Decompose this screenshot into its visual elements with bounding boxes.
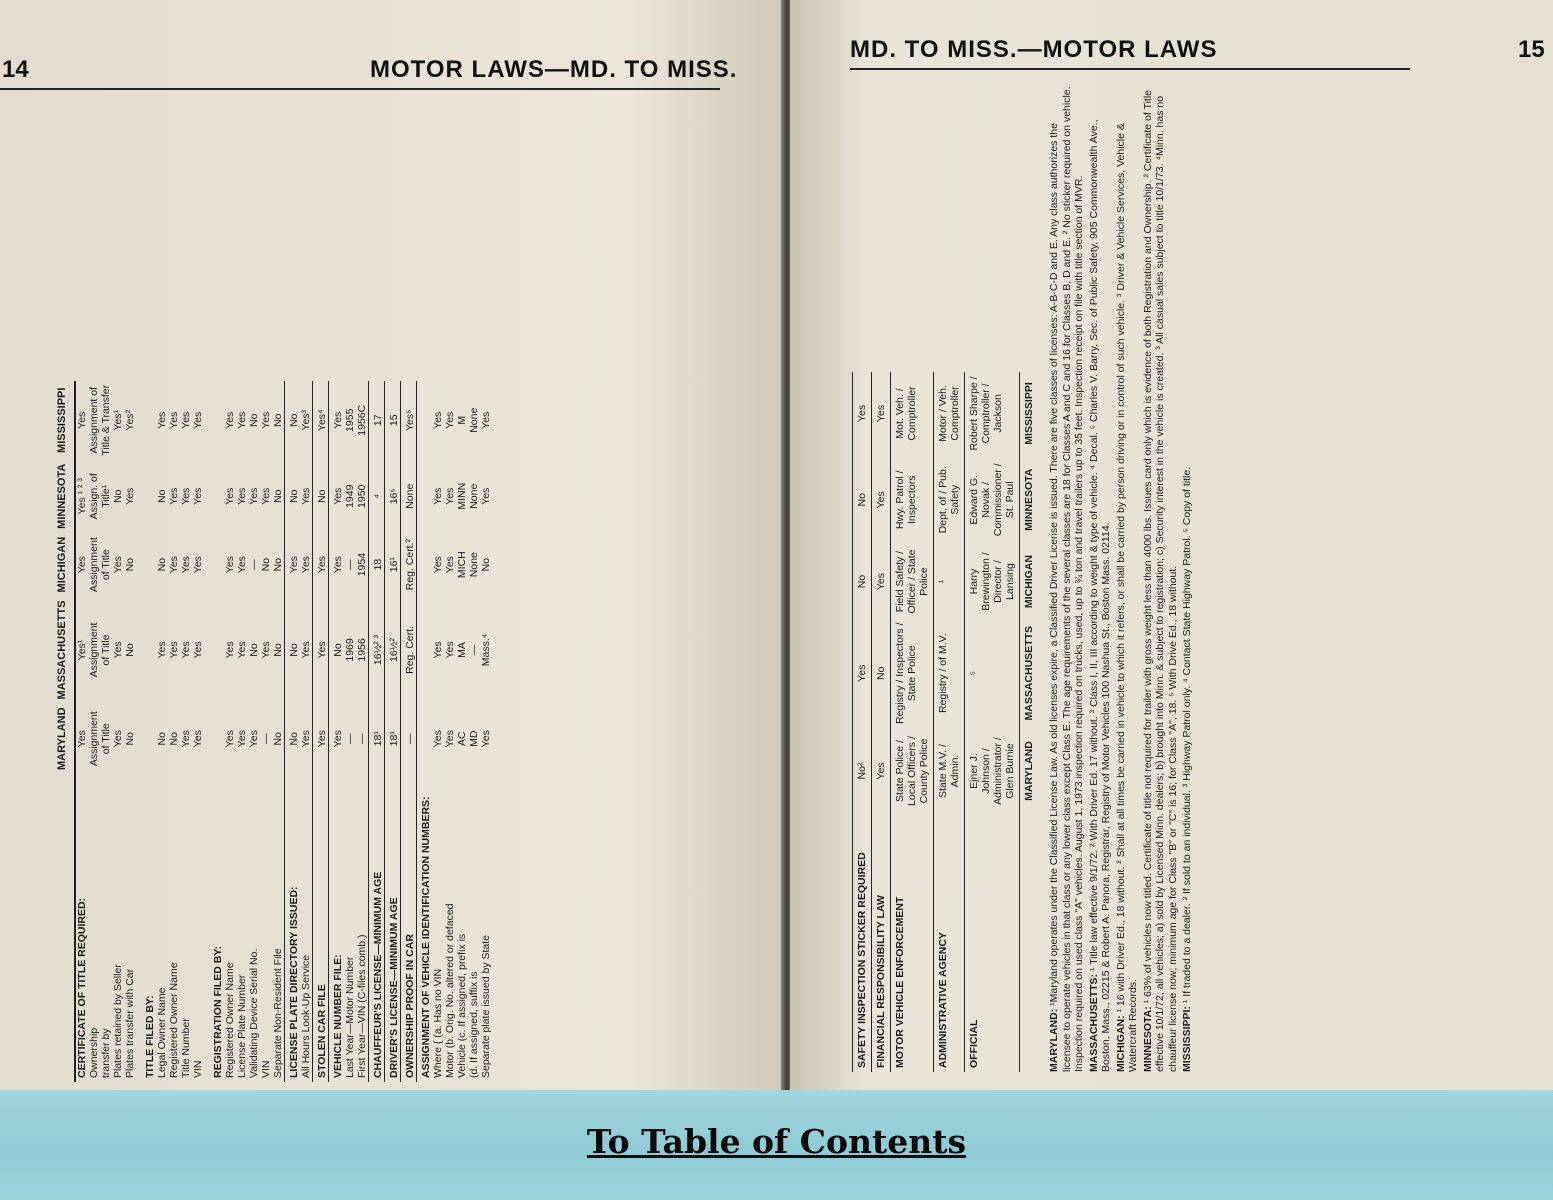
- table-cell: —: [344, 559, 356, 570]
- table-cell: No: [124, 732, 136, 746]
- table-row: [260, 381, 272, 1082]
- row-label: VIN: [260, 1060, 272, 1078]
- table-row: [872, 372, 891, 1072]
- table-cell: 1956: [356, 638, 368, 662]
- table-cell: None: [401, 460, 417, 533]
- table-cell: Yes: [192, 411, 204, 429]
- table-row: [456, 381, 468, 1082]
- table-row: [88, 381, 100, 1082]
- table-cell: Yes: [300, 487, 312, 505]
- table-cell: —: [248, 559, 260, 570]
- table-cell: 1955: [344, 408, 356, 432]
- table-cell: Yes: [236, 411, 248, 429]
- table-cell: Yes: [432, 411, 444, 429]
- row-label: Separate plate issued by State: [480, 934, 492, 1078]
- table-row: [156, 381, 168, 1082]
- table-row: [168, 381, 180, 1082]
- table-cell: [417, 533, 433, 597]
- table-cell: 18: [369, 533, 385, 597]
- table-cell: 18¹: [369, 703, 385, 774]
- table-row: [248, 381, 260, 1082]
- row-label: Legal Owner Name: [156, 987, 168, 1078]
- row-label: Ownership: [88, 1027, 100, 1078]
- table-cell: Yes: [872, 372, 891, 455]
- table-cell: Yes: [248, 487, 260, 505]
- table-cell: Yes: [444, 730, 456, 748]
- row-label: ADMINISTRATIVE AGENCY: [934, 814, 965, 1072]
- table-cell: Yes: [313, 596, 329, 703]
- table-cell: No: [156, 557, 168, 572]
- table-cell: Yes: [168, 641, 180, 659]
- table-cell: Yes: [224, 411, 236, 429]
- table-cell: No: [248, 413, 260, 427]
- table-cell: of Title: [100, 549, 112, 581]
- table-cell: No: [248, 643, 260, 657]
- footer-state: MASSACHUSETTS: [1020, 618, 1039, 728]
- table-cell: No: [285, 703, 301, 774]
- table-cell: MA: [456, 642, 468, 658]
- table-row: [444, 381, 456, 1082]
- table-cell: Reg. Cert.²: [401, 533, 417, 597]
- table-cell: No: [272, 732, 284, 746]
- table-cell: Hwy. Patrol / Inspectors: [891, 455, 934, 545]
- table-cell: ⁴: [369, 460, 385, 533]
- table-row: [313, 381, 329, 1082]
- row-label: transfer by: [100, 1028, 112, 1078]
- footer-state: MISSISSIPPI: [1020, 372, 1039, 455]
- table-row: [356, 381, 369, 1082]
- table-cell: Title & Transfer: [100, 384, 112, 456]
- footnote-state: MINNESOTA:: [1141, 1006, 1154, 1072]
- row-label: STOLEN CAR FILE: [313, 774, 329, 1082]
- table-cell: Yes²: [124, 409, 136, 431]
- table-cell: No: [853, 455, 872, 545]
- table-cell: 15: [385, 381, 401, 460]
- footnote-text: ¹ 63% of vehicles now titled. Certificate of title not required for trailer with gross weight less than 4000 lbs. Issues card only which is evidence of both Registration and Ownership. ² Certificate of Title effective 10/1/72, all vehicles; a) sold by Licensed Minn. dealers; b) brought into Minn. & subject to registration; c) Security interest in the vehicle is created. ³ All casual sales subject to title 10/1/73. ⁴Minn. has no chauffeur license now; minimum age for Class "B" or "C" is 16; for Class "A", 18. ⁵ With Drive Ed., 18 without.: [1141, 90, 1179, 1072]
- footer-state: MICHIGAN: [1020, 545, 1039, 619]
- table-row: [144, 381, 156, 1082]
- table-cell: Yes: [236, 556, 248, 574]
- table-cell: —: [401, 703, 417, 774]
- table-cell: Yes: [236, 641, 248, 659]
- table-row: [75, 381, 88, 1082]
- table-cell: Yes: [480, 487, 492, 505]
- table-cell: No: [285, 596, 301, 703]
- row-label: VIN: [192, 1060, 204, 1078]
- table-cell: of Title: [100, 723, 112, 755]
- table-cell: [144, 381, 156, 460]
- table-cell: Assignment of: [88, 386, 100, 454]
- table-cell: Yes: [224, 556, 236, 574]
- table-cell: Dept. of / Pub. Safety: [934, 455, 965, 545]
- table-cell: [212, 703, 224, 774]
- header-rule-left: [0, 88, 720, 90]
- row-label: Registered Owner Name: [224, 962, 236, 1078]
- table-row: [236, 381, 248, 1082]
- table-cell: Yes: [300, 556, 312, 574]
- table-cell: [417, 381, 433, 460]
- table-row: [192, 381, 204, 1082]
- table-cell: No: [329, 596, 345, 703]
- table-cell: Yes: [853, 618, 872, 728]
- table-row: [100, 381, 112, 1082]
- table-footer-row: [1020, 372, 1039, 1072]
- column-header-state: MISSISSIPPI: [56, 381, 75, 460]
- table-cell: Yes: [168, 411, 180, 429]
- column-header-blank: [56, 774, 75, 1082]
- table-cell: Mot. Veh. / Comptroller: [891, 372, 934, 455]
- table-cell: [417, 703, 433, 774]
- table-cell: No²: [853, 728, 872, 814]
- footnote: [1181, 82, 1194, 1072]
- table-cell: Yes: [444, 556, 456, 574]
- table-row: [369, 381, 385, 1082]
- row-label: OFFICIAL: [965, 814, 1020, 1072]
- table-cell: No: [480, 557, 492, 572]
- table-row: [432, 381, 444, 1082]
- table-cell: Yes: [192, 556, 204, 574]
- footnote-text: ¹ Title law effective 9/1/72. ² With Driver Ed. 17 without. ³ Class I, II, III according to weight & type of vehicle. ⁴ Decal. ⁵ Charles V. Barry, Sec. of Public Safety, 905 Commonwealth Ave., Boston, Mass., 02215 & Robert A. Panora, Registrar, Registry of Motor Vehicles 100 Nashua St., Boston Mass. 02114.: [1087, 119, 1112, 1072]
- table-cell: Yes: [180, 641, 192, 659]
- row-label: FINANCIAL RESPONSIBILITY LAW: [872, 814, 891, 1072]
- footnote-state: MASSACHUSETTS:: [1087, 973, 1100, 1072]
- table-cell: Assign. of: [88, 473, 100, 520]
- footnote-text: ¹ If traded to a dealer. ² If sold to an individual. ³ Highway Patrol only. ⁴ Contact State Highway Patrol. ⁵ Copy of title.: [1181, 466, 1193, 1004]
- table-row: [124, 381, 136, 1082]
- table-cell: Yes: [260, 487, 272, 505]
- row-label: TITLE FILED BY:: [144, 995, 156, 1078]
- table-cell: No: [272, 643, 284, 657]
- table-cell: Yes: [260, 641, 272, 659]
- table-cell: State Police / Local Officers / County Police: [891, 728, 934, 814]
- table-cell: Yes: [432, 556, 444, 574]
- footnote-state: MISSISSIPPI:: [1181, 1006, 1193, 1072]
- footnote-state: MICHIGAN:: [1114, 1015, 1127, 1072]
- header-rule-right: [850, 68, 1410, 70]
- footnote-text: ¹Maryland operates under the Classified License Law. As old licenses expire, a Classified Driver License is issued. There are five classes of licenses: A-B-C-D and E. Any class authorizes the licensee to operate vehicles in that class or any lower class except Class E. The age requirements of the several classes are 18 for Classes A and C and 16 for Classes B, D and E. ² No sticker required on vehicle. Inspection required on used class "A" vehicles. August 1, 1973 inspection required on trucks, used, up to ¾ ton and travel trailers up to 35 feet. Inspection receipt on file with title section of MVR.: [1048, 86, 1085, 1072]
- table-cell: Yes: [300, 730, 312, 748]
- table-cell: Yes: [480, 411, 492, 429]
- page-number-right: 15: [1518, 36, 1545, 63]
- table-cell: MD: [468, 730, 480, 747]
- table-cell: Yes: [313, 703, 329, 774]
- table-cell: [144, 703, 156, 774]
- table-cell: MINN: [456, 482, 468, 510]
- footnote: [1048, 82, 1086, 1072]
- table-cell: Yes¹: [76, 639, 88, 661]
- table-cell: Yes: [112, 556, 124, 574]
- table-cell: No: [853, 545, 872, 619]
- table-cell: 16¹: [385, 533, 401, 597]
- table-cell: 17: [369, 381, 385, 460]
- table-cell: Yes: [224, 487, 236, 505]
- table-cell: Title¹: [100, 484, 112, 508]
- table-cell: No: [124, 557, 136, 572]
- table-cell: Yes: [180, 556, 192, 574]
- table-row: [285, 381, 301, 1082]
- table-cell: Registry / Inspectors / State Police: [891, 618, 934, 728]
- table-header-row: [56, 381, 75, 1082]
- table-cell: [212, 596, 224, 703]
- table-row: [480, 381, 492, 1082]
- table-cell: Yes: [192, 641, 204, 659]
- row-label: Title Number: [180, 1018, 192, 1078]
- table-cell: Yes: [260, 411, 272, 429]
- table-cell: No: [168, 732, 180, 746]
- table-cell: Yes: [313, 533, 329, 597]
- row-label: OWNERSHIP PROOF IN CAR: [401, 774, 417, 1082]
- column-header-state: MASSACHUSETTS: [56, 596, 75, 703]
- table-cell: Yes: [180, 411, 192, 429]
- right-page: [790, 0, 1553, 1090]
- table-cell: of Title: [100, 634, 112, 666]
- table-cell: 1969: [344, 638, 356, 662]
- table-cell: No: [313, 460, 329, 533]
- table-cell: Reg. Cert.: [401, 596, 417, 703]
- table-cell: Yes: [156, 411, 168, 429]
- table-row: [468, 381, 480, 1082]
- table-cell: Yes: [480, 730, 492, 748]
- footer-state: MINNESOTA: [1020, 455, 1039, 545]
- table-cell: 1956C: [356, 404, 368, 436]
- right-content-rotated: [852, 82, 1502, 1072]
- table-cell: 1950: [356, 484, 368, 508]
- table-cell: No: [272, 413, 284, 427]
- motor-laws-table-right: [852, 372, 1038, 1072]
- table-cell: —: [260, 733, 272, 744]
- table-cell: Yes: [156, 641, 168, 659]
- table-cell: Yes: [76, 411, 88, 429]
- table-cell: Yes³: [300, 409, 312, 431]
- table-cell: Yes: [329, 460, 345, 533]
- row-label: Validating Device Serial No.: [248, 948, 260, 1078]
- table-cell: Yes: [285, 533, 301, 597]
- page-header-right: MD. TO MISS.—MOTOR LAWS: [850, 36, 1218, 63]
- table-cell: Edward G. Novak / Commissioner / St. Paul: [965, 455, 1020, 545]
- spacer-row: [204, 381, 212, 1082]
- table-cell: Yes: [329, 381, 345, 460]
- table-cell: No: [156, 489, 168, 503]
- table-cell: Yes: [168, 487, 180, 505]
- footnote-text: ¹ 16 with Driver Ed., 18 without. ² Shall at all times be carried in vehicle to which it refers, or shall be carried by person driving or in control of such vehicle. ³ Driver & Vehicle Services, Vehicle & Watercraft Records.: [1114, 123, 1139, 1072]
- table-cell: No: [872, 618, 891, 728]
- table-cell: Yes: [872, 545, 891, 619]
- motor-laws-table-left: [56, 381, 492, 1082]
- row-label: LICENSE PLATE DIRECTORY ISSUED:: [285, 774, 301, 1082]
- table-cell: Yes: [329, 533, 345, 597]
- footer-blank: [1020, 814, 1039, 1072]
- table-cell: None: [468, 483, 480, 509]
- table-cell: Yes: [76, 730, 88, 748]
- row-label: Plates retained by Seller: [112, 964, 124, 1078]
- row-label: REGISTRATION FILED BY:: [212, 945, 224, 1078]
- table-cell: AC: [456, 731, 468, 747]
- table-cell: Registry / of M.V.: [934, 618, 965, 728]
- row-label: VEHICLE NUMBER FILE:: [329, 774, 345, 1082]
- table-cell: MICH: [456, 551, 468, 579]
- table-cell: Yes⁴: [313, 381, 329, 460]
- table-cell: Yes: [224, 730, 236, 748]
- table-cell: Yes: [236, 730, 248, 748]
- footnotes: [1048, 82, 1194, 1072]
- table-row: [417, 381, 433, 1082]
- footer-state: MARYLAND: [1020, 728, 1039, 814]
- table-cell: Motor / Veh. Comptroller: [934, 372, 965, 455]
- table-cell: No: [156, 732, 168, 746]
- table-row: [212, 381, 224, 1082]
- table-cell: Yes: [124, 487, 136, 505]
- row-label: Vehicle (c. If assigned, prefix is: [456, 933, 468, 1078]
- table-cell: No: [272, 489, 284, 503]
- footnote: [1115, 82, 1140, 1072]
- row-label: Separate Non-Resident File: [272, 948, 284, 1078]
- page-header-left: MOTOR LAWS—MD. TO MISS.: [370, 56, 738, 83]
- table-cell: Yes: [444, 641, 456, 659]
- table-cell: [417, 596, 433, 703]
- table-cell: Yes: [248, 730, 260, 748]
- table-row: [965, 372, 1020, 1072]
- table-row: [344, 381, 356, 1082]
- table-cell: Yes: [432, 487, 444, 505]
- table-row: [385, 381, 401, 1082]
- page-number-left: 14: [2, 56, 29, 83]
- table-cell: —: [344, 733, 356, 744]
- table-cell: —: [468, 644, 480, 656]
- spacer-row: [136, 381, 144, 1082]
- table-cell: Harry Brewington / Director / Lansing: [965, 545, 1020, 619]
- table-row: [112, 381, 124, 1082]
- table-cell: 16½²: [385, 596, 401, 703]
- table-cell: 16⁵: [385, 460, 401, 533]
- left-page: [0, 0, 785, 1090]
- table-cell: Yes: [192, 487, 204, 505]
- table-row: [891, 372, 934, 1072]
- table-cell: ⁵: [965, 618, 1020, 728]
- table-of-contents-link[interactable]: To Table of Contents: [586, 1122, 967, 1161]
- row-label: ASSIGNMENT OF VEHICLE IDENTIFICATION NUMBERS:: [417, 774, 433, 1082]
- table-cell: Yes: [872, 455, 891, 545]
- row-label: SAFETY INSPECTION STICKER REQUIRED: [853, 814, 872, 1072]
- table-cell: Yes: [180, 487, 192, 505]
- table-cell: Yes: [168, 556, 180, 574]
- table-cell: Assignment: [88, 711, 100, 767]
- left-table-rotated: [56, 92, 736, 1082]
- column-header-state: MINNESOTA: [56, 460, 75, 533]
- table-cell: No: [285, 460, 301, 533]
- table-cell: [144, 460, 156, 533]
- row-label: Plates transfer with Car: [124, 968, 136, 1078]
- table-cell: [212, 533, 224, 597]
- footnote: [1088, 82, 1113, 1072]
- table-cell: No: [112, 489, 124, 503]
- table-cell: ¹: [934, 545, 965, 619]
- row-label: CHAUFFEUR'S LICENSE—MINIMUM AGE: [369, 774, 385, 1082]
- table-cell: Yes: [180, 730, 192, 748]
- table-row: [401, 381, 417, 1082]
- table-row: [300, 381, 313, 1082]
- row-label: Where { (a. Has no VIN: [432, 968, 444, 1078]
- table-cell: Field Safety / Officer / State Police: [891, 545, 934, 619]
- table-cell: 1949: [344, 484, 356, 508]
- footnote: [1142, 82, 1180, 1072]
- table-cell: [417, 460, 433, 533]
- table-cell: Yes: [432, 730, 444, 748]
- table-cell: Yes: [224, 641, 236, 659]
- table-cell: Yes: [76, 556, 88, 574]
- table-cell: Yes: [444, 411, 456, 429]
- table-row: [180, 381, 192, 1082]
- row-label: (d. If assigned, suffix is: [468, 971, 480, 1078]
- table-row: [853, 372, 872, 1072]
- table-cell: M: [456, 415, 468, 425]
- row-label: All Hours Look-Up Service: [300, 954, 312, 1078]
- row-label: CERTIFICATE OF TITLE REQUIRED:: [76, 897, 88, 1078]
- column-header-state: MICHIGAN: [56, 533, 75, 597]
- table-cell: None: [468, 407, 480, 433]
- table-row: [329, 381, 345, 1082]
- table-cell: [212, 381, 224, 460]
- table-cell: No: [285, 381, 301, 460]
- table-cell: No: [260, 557, 272, 572]
- table-cell: Yes: [112, 641, 124, 659]
- table-cell: Yes: [236, 487, 248, 505]
- table-cell: No: [272, 557, 284, 572]
- table-cell: Yes: [444, 487, 456, 505]
- table-cell: Mass.⁴: [480, 633, 492, 667]
- row-label: MOTOR VEHICLE ENFORCEMENT: [891, 814, 934, 1072]
- table-cell: Assignment: [88, 622, 100, 678]
- table-cell: State M.V. / Admin.: [934, 728, 965, 814]
- table-cell: 18¹: [385, 703, 401, 774]
- table-cell: Ejner J. Johnson / Administrator / Glen Burnie: [965, 728, 1020, 814]
- table-cell: Assignment: [88, 537, 100, 593]
- row-label: Last Year—Motor Number: [344, 956, 356, 1078]
- table-cell: Yes: [192, 730, 204, 748]
- row-label: Registered Owner Name: [168, 962, 180, 1078]
- table-cell: —: [356, 733, 368, 744]
- table-cell: Yes: [112, 730, 124, 748]
- table-cell: Robert Sharpe / Comptroller / Jackson: [965, 372, 1020, 455]
- table-row: [224, 381, 236, 1082]
- table-cell: Yes: [329, 703, 345, 774]
- table-cell: 1954: [356, 552, 368, 577]
- row-label: DRIVER'S LICENSE—MINIMUM AGE: [385, 774, 401, 1082]
- table-cell: Yes: [300, 641, 312, 659]
- table-cell: None: [468, 552, 480, 578]
- table-cell: Yes: [432, 641, 444, 659]
- table-cell: Yes ¹ ² ³: [76, 478, 88, 515]
- row-label: License Plate Number: [236, 974, 248, 1078]
- table-cell: [144, 533, 156, 597]
- column-header-state: MARYLAND: [56, 703, 75, 774]
- table-cell: No: [124, 643, 136, 657]
- table-cell: Yes⁵: [401, 381, 417, 460]
- table-cell: [212, 460, 224, 533]
- table-cell: Yes: [853, 372, 872, 455]
- table-row: [272, 381, 285, 1082]
- table-row: [934, 372, 965, 1072]
- table-cell: Yes¹: [112, 409, 124, 431]
- row-label: Motor (b. Orig. No. altered or defaced: [444, 903, 456, 1078]
- table-cell: Yes: [872, 728, 891, 814]
- footnote-state: MARYLAND:: [1048, 1008, 1060, 1072]
- table-cell: 16½² ³: [369, 596, 385, 703]
- table-cell: [144, 596, 156, 703]
- row-label: First Year—VIN (C-files comb.): [356, 934, 368, 1078]
